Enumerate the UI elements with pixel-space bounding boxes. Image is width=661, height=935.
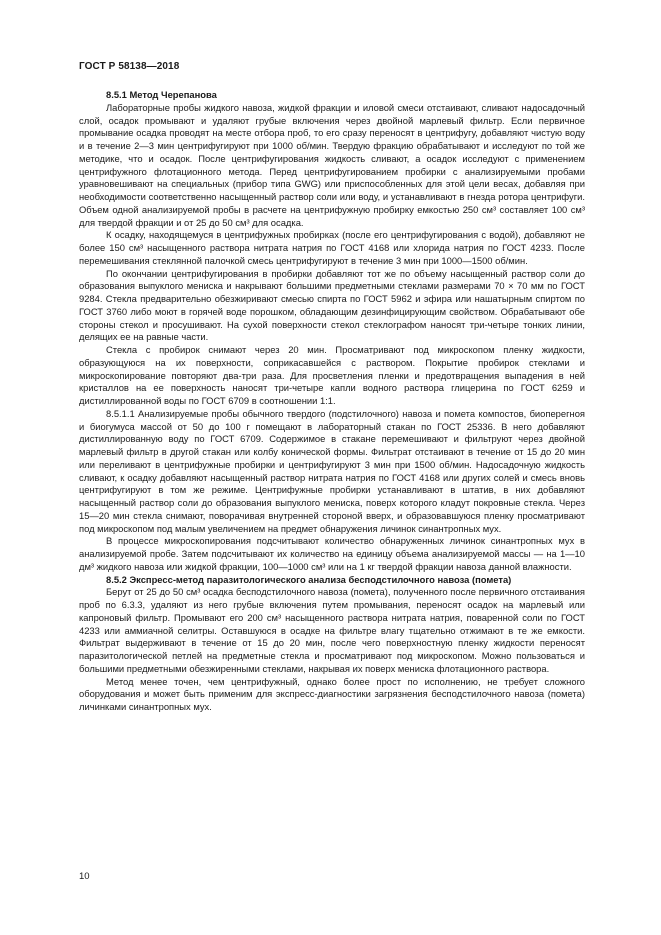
paragraph: Стекла с пробирок снимают через 20 мин. Просматривают под микроскопом пленку жидкости, образующуюся на их поверхности, соприкасавшейся с раствором. Покрытие пробирок стеклами и микроскопирование повторяют два-три раза. Для просветления пленки и предотвращения выпадения в ней кристаллов на ее поверхность наносят три-четыре капли водного раствора глицерина по ГОСТ 6259 и дистиллированной воды по ГОСТ 6709 в соотношении 1:1. (79, 344, 585, 406)
paragraph: По окончании центрифугирования в пробирки добавляют тот же по объему насыщенный раствор соли до образования выпуклого мениска и накрывают большими предметными стеклами размерами 70 × 70 мм по ГОСТ 9284. Стекла предварительно обезжиривают смесью спирта по ГОСТ 5962 и эфира или нашатырным спиртом по ГОСТ 3760 либо моют в горячей воде порошком, обладающим дезинфицирующим свойством. Обрабатывают обе стороны стекол и просушивают. На сухой поверхности стекол стеклографом наносят три-четыре тонких линии, делящих ее на равные части. (79, 267, 585, 343)
paragraph: В процессе микроскопирования подсчитывают количество обнаруженных личинок синантропных мух в анализируемой пробе. Затем подсчитывают их количество на единицу объема анализируемой массы — на 1—10 дм³ жидкого навоза или жидкой фракции, 100—1000 см³ или на 1 кг твердой фракции навоза данной влажности. (79, 535, 585, 572)
document-body (79, 89, 585, 714)
section-heading-8-5-2: 8.5.2 Экспресс-метод паразитологического анализа бесподстилочного навоза (помета) (106, 573, 512, 585)
document-header: ГОСТ Р 58138—2018 (79, 61, 180, 72)
page-number: 10 (79, 871, 90, 882)
paragraph: К осадку, находящемуся в центрифужных пробирках (после его центрифугирования с водой), добавляют не более 150 см³ насыщенного раствора нитрата натрия по ГОСТ 4168 или хлорида натрия по ГОСТ 4233. После перемешивания стеклянной палочкой смесь центрифугируют в течение 3 мин при 1000—1500 об/мин. (79, 229, 585, 266)
paragraph-8-5-1-1: 8.5.1.1 Анализируемые пробы обычного твердого (подстилочного) навоза и помета компостов, биоперегноя и биогумуса массой от 50 до 100 г помещают в лабораторный стакан по ГОСТ 25336. В него добавляют дистиллированную воду по ГОСТ 6709. Содержимое в стакане перемешивают и фильтруют через двойной марлевый фильтр в другой стакан или колбу конической формы. Фильтрат отстаивают в течение от 15 до 20 мин или переливают в центрифужные пробирки и центрифугируют 3 мин при 1500 об/мин. Надосадочную жидкость сливают, к осадку добавляют насыщенный раствор нитрата натрия по ГОСТ 4168 или других солей и смесь вновь центрифугируют в том же режиме. Центрифужные пробирки устанавливают в штатив, в них добавляют насыщенный раствор соли до образования выпуклого мениска, поверх которого кладут покровные стекла. Через 15—20 мин стекла снимают, поворачивая внутренней стороной вверх, и образовавшуюся пленку просматривают под микроскопом под малым увеличением на предмет обнаружения личинок синантропных мух. (79, 407, 585, 534)
paragraph: Метод менее точен, чем центрифужный, однако более прост по исполнению, не требует сложного оборудования и может быть применим для экспресс-диагностики загрязнения бесподстилочного навоза (помета) личинками синантропных мух. (79, 675, 585, 712)
paragraph: Берут от 25 до 50 см³ осадка бесподстилочного навоза (помета), полученного после первичного отстаивания проб по 6.3.3, удаляют из него грубые включения путем промывания, переносят осадок на марлевый или капроновый фильтр. Промывают его 200 см³ насыщенного раствора нитрата натрия, поваренной соли по ГОСТ 4233 или аммиачной селитры. Оставшуюся в осадке на фильтре влагу тщательно отжимают в те же емкости. Фильтрат выдерживают в течение от 15 до 20 мин, после чего поверхностную пленку жидкости переносят паразитологической петлей на предметные стекла и просматривают под микроскопом. Можно пользоваться и большими предметными обезжиренными стеклами, накрывая их поверх мениска флотационного раствора. (79, 586, 585, 674)
paragraph: Лабораторные пробы жидкого навоза, жидкой фракции и иловой смеси отстаивают, сливают надосадочный слой, осадок промывают и удаляют грубые включения через двойной марлевый фильтр. Если первичное промывание осадка проводят на месте отбора проб, то его сразу переносят в центрифугу, добавляют чистую воду и в течение 2—3 мин центрифугируют при 1000 об/мин. Твердую фракцию обрабатывают и исследуют по той же методике, что и осадок. После центрифугирования жидкость сливают, а осадок исследуют с применением центрифужного флотационного метода. Перед центрифугированием пробирки с анализируемыми пробами уравновешивают на специальных (прибор типа GWG) или приспособленных для этой цели весах, добавляя при необходимости соответственно насыщенный раствор соли или воду, и устанавливают в гнезда ротора центрифуги. Объем одной анализируемой пробы в расчете на центрифужную пробирку емкостью 250 см³ составляет 100 см³ для твердой фракции и от 25 до 50 см³ для осадка. (79, 101, 585, 228)
section-heading-8-5-1: 8.5.1 Метод Черепанова (106, 89, 217, 100)
